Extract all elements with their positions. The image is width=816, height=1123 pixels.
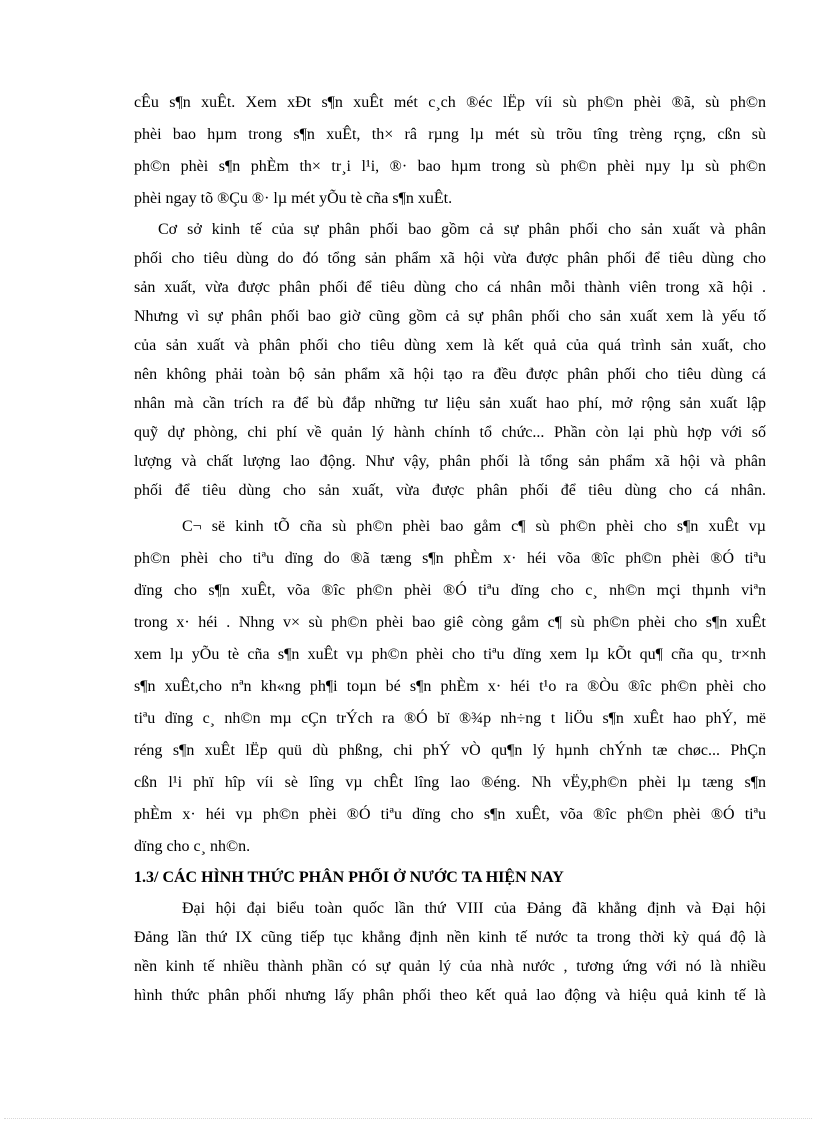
paragraph-2-line-2: phối cho tiêu dùng do đó tổng sản phẩm xã hội vừa được phân phối để tiêu dùng cho <box>134 250 766 267</box>
page-bottom-border <box>4 1118 812 1119</box>
paragraph-4-line-2: Đảng lần thứ IX cũng tiếp tục khẳng định nền kinh tế nước ta trong thời kỳ quá độ là <box>134 929 766 946</box>
paragraph-2-line-7: nhân mà cần trích ra để bù đắp những tư liệu sản xuất hao phí, mở rộng sản xuất lập <box>134 395 766 412</box>
paragraph-4-line-3: nền kinh tế nhiều thành phần có sự quản lý của nhà nước , tương ứng với nó là nhiều <box>134 958 766 975</box>
paragraph-2-line-6: nên không phải toàn bộ sản phẩm xã hội tạo ra đều được phân phối cho tiêu dùng cá <box>134 366 766 383</box>
paragraph-3-line-8: réng s¶n xuÊt lËp quü dù phßng, chi phÝ vÒ qu¶n lý hµnh chÝnh tæ chøc... PhÇn <box>134 742 766 759</box>
paragraph-1-line-3: ph©n phèi s¶n phÈm th× tr¸i l¹i, ®· bao hµm trong sù ph©n phèi nµy lµ sù ph©n <box>134 158 766 175</box>
paragraph-4-line-1: Đại hội đại biểu toàn quốc lần thứ VIII của Đảng đã khẳng định và Đại hội <box>182 900 766 917</box>
paragraph-2-line-3: sản xuất, vừa được phân phối để tiêu dùng cho cá nhân mỗi thành viên trong xã hội . <box>134 279 766 296</box>
paragraph-3-line-9: cßn l¹i phï hîp víi sè lîng vµ chÊt lîng lao ®éng. Nh vËy,ph©n phèi lµ tæng s¶n <box>134 774 766 791</box>
paragraph-2-line-1: Cơ sở kinh tế của sự phân phối bao gồm cả sự phân phối cho sản xuất và phân <box>158 221 766 238</box>
paragraph-2-line-8: quỹ dự phòng, chi phí về quản lý hành chính tổ chức... Phần còn lại phù hợp với số <box>134 424 766 441</box>
paragraph-2-line-10: phối để tiêu dùng cho sản xuất, vừa được phân phối để tiêu dùng cho cá nhân. <box>134 482 766 499</box>
paragraph-1-line-2: phèi bao hµm trong s¶n xuÊt, th× râ rµng lµ mét sù trõu tîng trèng rçng, cßn sù <box>134 126 766 143</box>
paragraph-3-line-4: trong x· héi . Nhng v× sù ph©n phèi bao giê còng gåm c¶ sù ph©n phèi cho s¶n xuÊt <box>134 614 766 631</box>
paragraph-2-line-4: Nhưng vì sự phân phối bao giờ cũng gồm cả sự phân phối cho sản xuất xem là yếu tố <box>134 308 766 325</box>
paragraph-3-line-10: phÈm x· héi vµ ph©n phèi ®Ó tiªu dïng cho s¶n xuÊt, võa ®îc ph©n phèi ®Ó tiªu <box>134 806 766 823</box>
paragraph-1-line-4: phèi ngay tõ ®Çu ®· lµ mét yÕu tè cña s¶n xuÊt. <box>134 190 453 207</box>
paragraph-3-line-11: dïng cho c¸ nh©n. <box>134 838 251 855</box>
paragraph-2-line-5: của sản xuất và phân phối cho tiêu dùng xem là kết quả của quá trình sản xuất, cho <box>134 337 766 354</box>
paragraph-3-line-1: C¬ së kinh tÕ cña sù ph©n phèi bao gåm c¶ sù ph©n phèi cho s¶n xuÊt vµ <box>182 518 766 535</box>
paragraph-3-line-2: ph©n phèi cho tiªu dïng do ®ã tæng s¶n phÈm x· héi võa ®îc ph©n phèi ®Ó tiªu <box>134 550 766 567</box>
paragraph-3-line-3: dïng cho s¶n xuÊt, võa ®îc ph©n phèi ®Ó tiªu dïng cho c¸ nh©n mçi thµnh viªn <box>134 582 766 599</box>
paragraph-1-line-1: cÊu s¶n xuÊt. Xem xÐt s¶n xuÊt mét c¸ch ®éc lËp víi sù ph©n phèi ®ã, sù ph©n <box>134 94 766 111</box>
paragraph-4-line-4: hình thức phân phối nhưng lấy phân phối theo kết quả lao động và hiệu quả kinh tế là <box>134 987 766 1004</box>
paragraph-3-line-6: s¶n xuÊt,cho nªn kh«ng ph¶i toµn bé s¶n phÈm x· héi t¹o ra ®Òu ®îc ph©n phèi cho <box>134 678 766 695</box>
section-heading: 1.3/ CÁC HÌNH THỨC PHÂN PHỐI Ở NƯỚC TA HIỆN NAY <box>134 869 564 886</box>
paragraph-3-line-5: xem lµ yÕu tè cña s¶n xuÊt vµ ph©n phèi cho tiªu dïng xem lµ kÕt qu¶ cña qu¸ tr×nh <box>134 646 766 663</box>
paragraph-2-line-9: lượng và chất lượng lao động. Như vậy, phân phối là tổng sản phẩm xã hội và phân <box>134 453 766 470</box>
paragraph-3-line-7: tiªu dïng c¸ nh©n mµ cÇn trÝch ra ®Ó bï ®¾p nh÷ng t liÖu s¶n xuÊt hao phÝ, më <box>134 710 766 727</box>
